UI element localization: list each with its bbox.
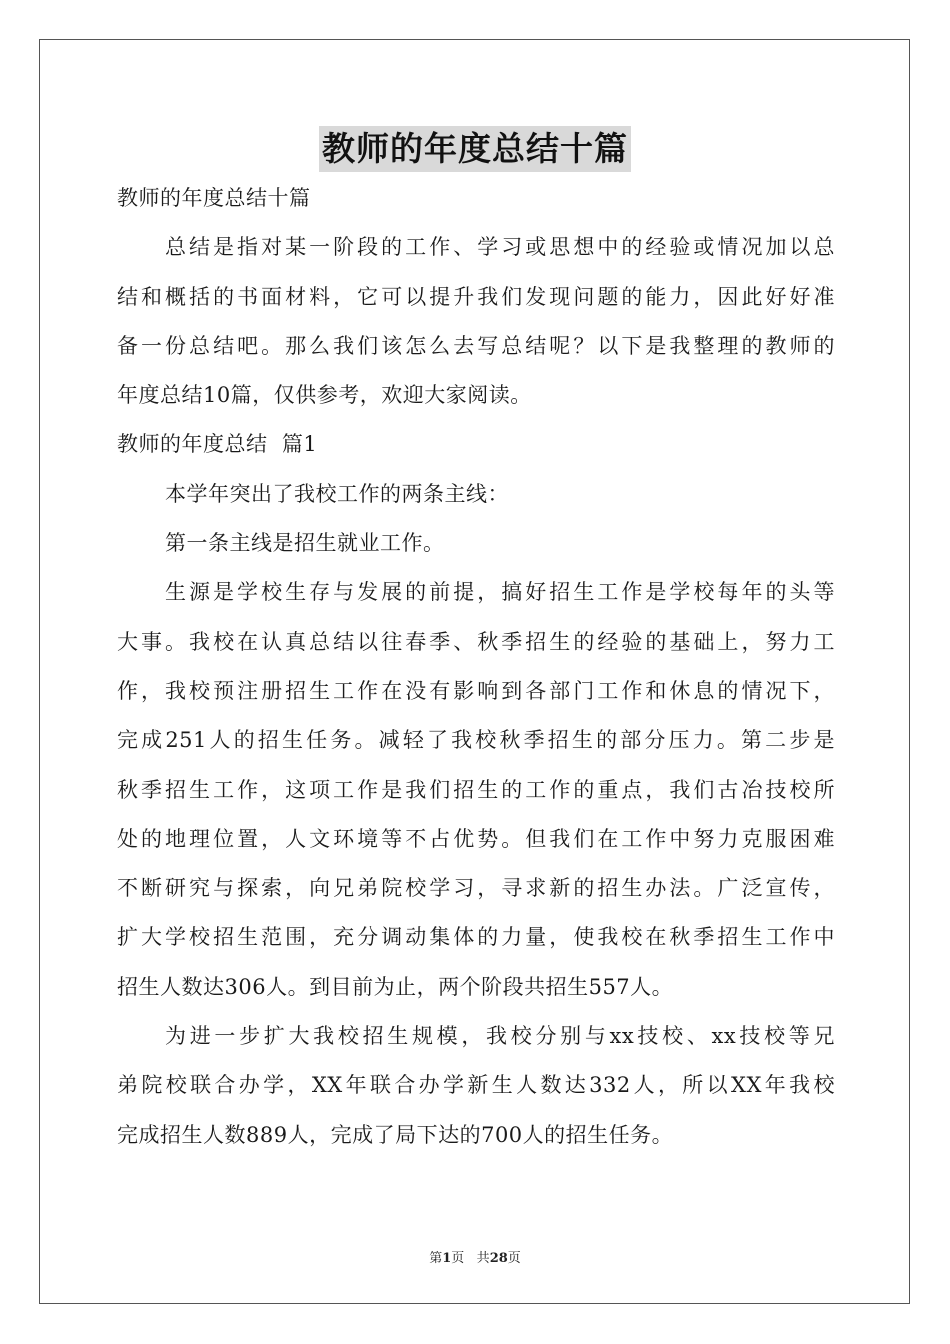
paragraph-line: 招生人数达306人。到目前为止，两个阶段共招生557人。 (117, 974, 674, 999)
total-suffix: 页 (507, 1251, 521, 1266)
subtitle-line: 教师的年度总结十篇 (117, 186, 311, 210)
paragraph-line: 扩大学校招生范围，充分调动集体的力量，使我校在秋季招生工作中 (117, 925, 835, 950)
paragraph-line: 完成251人的招生任务。减轻了我校秋季招生的部分压力。第二步是 (117, 728, 835, 753)
section-heading: 教师的年度总结 篇1 (117, 432, 318, 457)
total-prefix: 共 (476, 1251, 490, 1266)
paragraph-line: 不断研究与探索，向兄弟院校学习，寻求新的招生办法。广泛宣传， (117, 876, 835, 901)
paragraph-line: 第一条主线是招生就业工作。 (165, 531, 445, 556)
paragraph-line: 结和概括的书面材料，它可以提升我们发现问题的能力，因此好好准 (117, 284, 835, 309)
paragraph-line: 年度总结10篇，仅供参考，欢迎大家阅读。 (117, 383, 532, 408)
paragraph-line: 大事。我校在认真总结以往春季、秋季招生的经验的基础上，努力工 (117, 629, 835, 654)
paragraph-line: 弟院校联合办学，XX年联合办学新生人数达332人，所以XX年我校 (117, 1073, 835, 1098)
paragraph-line: 备一份总结吧。那么我们该怎么去写总结呢？以下是我整理的教师的 (117, 333, 835, 358)
paragraph-line: 处的地理位置，人文环境等不占优势。但我们在工作中努力克服困难 (117, 826, 835, 851)
paragraph-line: 为进一步扩大我校招生规模，我校分别与xx技校、xx技校等兄 (165, 1024, 835, 1049)
paragraph-line: 生源是学校生存与发展的前提，搞好招生工作是学校每年的头等 (165, 580, 835, 605)
page-number: 1 (442, 1251, 452, 1266)
page-prefix: 第 (429, 1251, 443, 1266)
document-title: 教师的年度总结十篇 (319, 126, 631, 172)
paragraph-line: 完成招生人数889人，完成了局下达的700人的招生任务。 (117, 1122, 674, 1147)
paragraph-line: 作，我校预注册招生工作在没有影响到各部门工作和休息的情况下， (117, 678, 835, 703)
paragraph-line: 总结是指对某一阶段的工作、学习或思想中的经验或情况加以总 (165, 235, 835, 260)
total-pages: 28 (489, 1251, 508, 1266)
page-footer (0, 1247, 950, 1266)
document-body (117, 174, 835, 1160)
page-suffix: 页 (451, 1251, 465, 1266)
paragraph-line: 秋季招生工作，这项工作是我们招生的工作的重点，我们古冶技校所 (117, 777, 835, 802)
paragraph-line: 本学年突出了我校工作的两条主线： (165, 481, 509, 506)
title-block (0, 126, 950, 172)
